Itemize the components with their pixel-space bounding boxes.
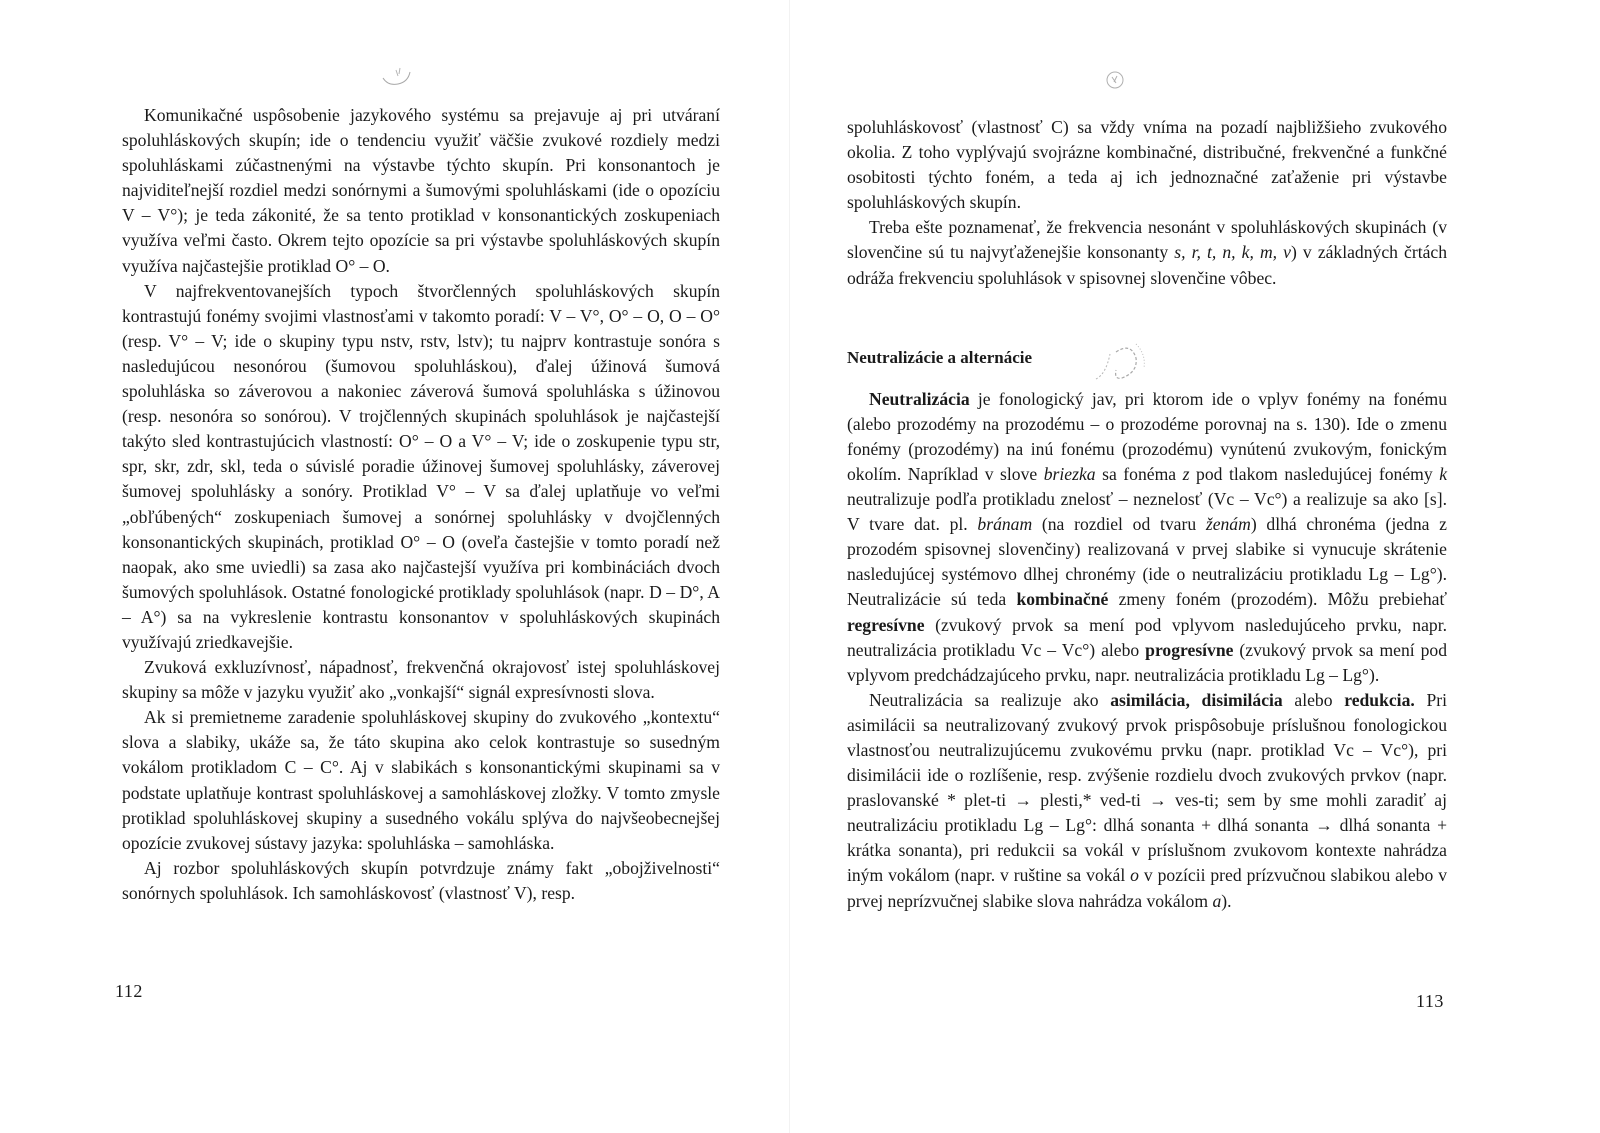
paragraph: Zvuková exkluzívnosť, nápadnosť, frekvenčná okrajovosť istej spoluhláskovej skupiny sa môže v jazyku využiť ako „vonkajší“ signál expresívnosti slova. (122, 657, 720, 703)
text-run: pod tlakom nasledujúcej fonémy (1189, 463, 1440, 484)
paragraph: V najfrekventovanejších typoch štvorčlenných spoluhláskových skupín kontrastujú fonémy svojimi vlastnosťami v takomto poradí: V – V°, O° – O, O – O° (resp. V° – V; ide o skupiny typu nstv, rstv, lstv); tu najprv kontrastuje sonóra s nasledujúcou nesonórou (šumovou spoluhláskou), ďalej úžinová šumová spoluhláska so záverovou a nakoniec záverová šumová spoluhláska s úžinovou (resp. nesonóra so sonórou). V trojčlenných skupinách spoluhlások je najčastejší takýto sled kontrastujúcich vlastností: O° – O a V° – V; ide o zoskupenie typu str, spr, skr, zdr, skl, teda o súvislé poradie úžinovej šumovej spoluhlásky, záverovej šumovej spoluhlásky a sonóry. Protiklad V° – V sa ďalej uplatňuje vo veľmi „obľúbených“ zoskupeniach šumovej a sonórnej spoluhlásky v dvojčlenných konsonantických skupinách, protiklad O° – O (oveľa častejšie v tomto poradí než naopak, ako sme uviedli) sa zasa ako najčastejší využíva pri kombináciách dvoch šumových spoluhlások. Ostatné fonologické protiklady spoluhlások (napr. D – D°, A – A°) sa na vykreslenie kontrastu konsonantov v spoluhláskových skupinách využívajú zriedkavejšie. (122, 280, 720, 652)
page-number: 113 (1416, 991, 1444, 1011)
page-number: 112 (115, 981, 143, 1001)
right-page-body (847, 115, 1447, 914)
term: redukcia. (1344, 689, 1415, 710)
term: progresívne (1145, 639, 1234, 660)
term: Neutralizácia (869, 388, 970, 409)
text-run: (zvukový prvok sa mení pod vplyvom nasledujúceho prvku, napr. neutralizácia protikladu Vc – Vc°) alebo (847, 614, 1447, 660)
section-heading-text: Neutralizácie a alternácie (847, 348, 1033, 368)
text-run: ) v základných črtách odráža frekvenciu spoluhlások v spisovnej slovenčine vôbec. (847, 242, 1447, 288)
text-run: je fonologický jav, pri ktorom ide o vplyv fonémy na fonému (alebo prozodémy na prozodému – o prozodéme porovnaj na s. 130). Ide o zmenu fonémy (prozodémy) na inú fonému (prozodému) vynútenú zvukovým, fonickým okolím. Napríklad v slove (847, 388, 1447, 484)
text-run: (zvukový prvok sa mení pod vplyvom predchádzajúceho prvku, napr. neutralizácia protikladu Lg – Lg°). (847, 639, 1447, 685)
paragraph (847, 387, 1447, 688)
text-run: alebo (1282, 689, 1345, 710)
example-word: bránam (977, 514, 1033, 535)
text-run: ). (1221, 890, 1232, 911)
example-word: k (1439, 463, 1447, 484)
example-word: briezka (1043, 463, 1096, 484)
paragraph (847, 688, 1447, 914)
text-run: sa fonéma (1095, 463, 1183, 484)
right-page (790, 0, 1600, 1133)
text-run: zmeny foném (prozodém). Môžu prebiehať (1108, 589, 1447, 610)
handwritten-number-icon (1086, 334, 1156, 394)
text-run: Treba ešte poznamenať, že frekvencia nesonánt v spoluhláskových skupinách (v slovenčine sú tu najvyťaženejšie konsonanty (847, 217, 1447, 263)
example-word: ženám (1205, 514, 1251, 535)
text-run: Pri asimilácii sa neutralizovaný zvukový prvok prispôsobuje príslušnou fonologickou vlastnosťou neutralizujúcemu zvukovému prvku (napr. protiklad Vc – Vc°), pri disimilácii ide o rozlíšenie, resp. zvýšenie rozdielu dvoch zvukových prvkov (napr. praslovanské * plet-ti → plesti,* ved-ti → ves-ti; sem by sme mohli zaradiť aj neutralizáciu protikladu Lg – Lg°: dlhá sonanta + dlhá sonanta → dlhá sonanta + krátka sonanta), pri redukcii sa vokál v príslušnom zvukovom kontexte nahrádza iným vokálom (napr. v ruštine sa vokál (847, 689, 1448, 886)
pencil-scribble-icon (1095, 65, 1135, 95)
text-run: neutralizuje podľa protikladu znelosť – neznelosť (Vc – Vc°) a realizuje sa ako [s]. V tvare dat. pl. (847, 489, 1447, 535)
term: asimilácia, disimilácia (1110, 689, 1283, 710)
text-run: v pozícii pred prízvučnou slabikou alebo v prvej neprízvučnej slabike slova nahrádza vokálom (847, 865, 1447, 911)
example-word: z (1182, 463, 1190, 484)
paragraph (847, 215, 1447, 290)
example-word: a (1212, 890, 1222, 911)
paragraph: Aj rozbor spoluhláskových skupín potvrdzuje známy fakt „obojživelnosti“ sonórnych spoluhlások. Ich samohláskovosť (vlastnosť V), resp. (122, 857, 720, 903)
term: kombinačné (1016, 589, 1109, 610)
left-page-body (122, 103, 720, 906)
text-run: ) dlhá chronéma (jedna z prozodém spisovnej slovenčiny) realizovaná v prvej slabike si vynucuje skrátenie nasledujúcej systémovo dlhej chronémy (ide o neutralizáciu protikladu Lg – Lg°). Neutralizácie sú teda (847, 514, 1447, 610)
paragraph: Ak si premietneme zaradenie spoluhláskovej skupiny do zvukového „kontextu“ slova a slabiky, ukáže sa, že táto skupina ako celok kontrastuje so susedným vokálom protikladom C – C°. Aj v slabikách s konsonantickými skupinami sa v podstate uplatňuje kontrast spoluhláskovej a samohláskovej zložky. V tomto zmysle protiklad spoluhláskovej skupiny a susedného vokálu splýva do najvšeobecnejšej opozície zvukovej sústavy jazyka: spoluhláska – samohláska. (122, 707, 720, 853)
consonant-list: s, r, t, n, k, m, v (1174, 242, 1291, 263)
paragraph: Komunikačné uspôsobenie jazykového systému sa prejavuje aj pri utváraní spoluhláskových skupín; ide o tendenciu využiť väčšie zvukové rozdiely medzi spoluhláskami zúčastnenými na výstavbe týchto skupín. Pri konsonantoch je najviditeľnejší rozdiel medzi sonórnymi a šumovými spoluhláskami (ide o opozíciu V – V°); je teda zákonité, že sa tento protiklad v konsonantických zoskupeniach využíva veľmi často. Okrem tejto opozície sa pri výstavbe spoluhláskových skupín využíva najčastejšie protiklad O° – O. (122, 105, 720, 276)
pencil-scribble-icon (378, 60, 418, 90)
left-page (0, 0, 790, 1133)
text-run: Neutralizácia sa realizuje ako (869, 689, 1111, 710)
example-word: o (1130, 865, 1139, 886)
text-run: (na rozdiel od tvaru (1032, 514, 1206, 535)
paragraph: spoluhláskovosť (vlastnosť C) sa vždy vníma na pozadí najbližšieho zvukového okolia. Z toho vyplývajú svojrázne kombinačné, distribučné, frekvenčné a funkčné osobitosti týchto foném, a teda aj ich jednoznačné zaťaženie pri výstavbe spoluhláskových skupín. (847, 117, 1447, 213)
term: regresívne (847, 614, 925, 635)
